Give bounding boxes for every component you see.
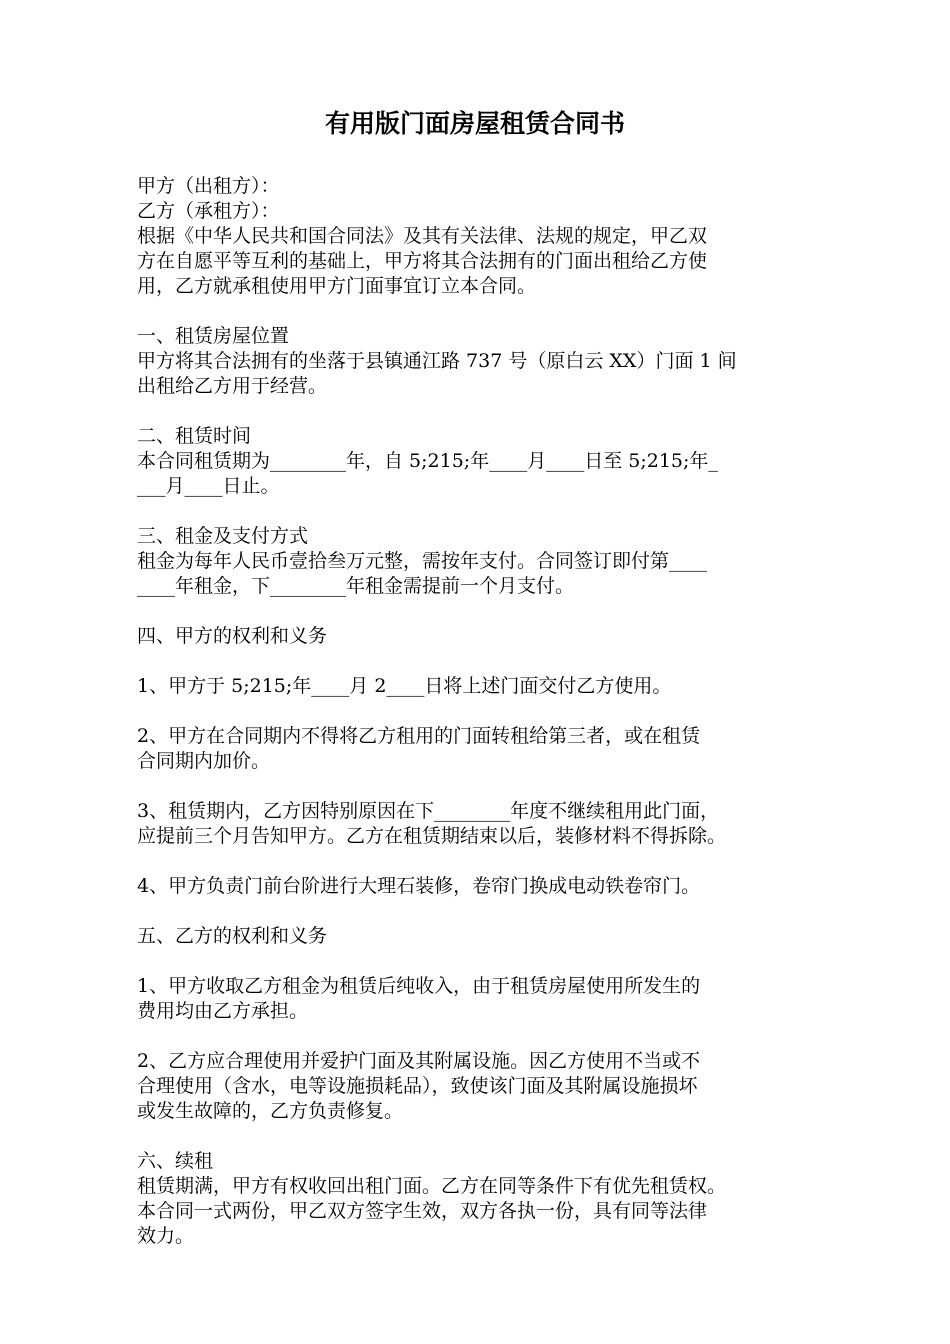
paragraph-line: 出租给乙方用于经营。 [137,375,328,397]
paragraph-line: ____年租金，下________年租金需提前一个月支付。 [137,575,575,597]
blank-line [137,699,817,724]
blank-line [137,774,817,799]
paragraph-line: 一、租赁房屋位置 [137,325,290,347]
paragraph-line: 效力。 [137,1225,195,1247]
blank-line [137,1024,817,1049]
paragraph-line: 3、租赁期内，乙方因特别原因在下________年度不继续租用此门面， [137,800,720,822]
paragraph-line: 2、乙方应合理使用并爱护门面及其附属设施。因乙方使用不当或不 [137,1050,701,1072]
paragraph-line: ___月____日止。 [137,475,280,497]
document-body [137,174,817,1249]
paragraph-line: 1、甲方于 5;215;年____月 2____日将上述门面交付乙方使用。 [137,675,672,697]
blank-line [137,849,817,874]
blank-line [137,649,817,674]
paragraph-line: 方在自愿平等互利的基础上，甲方将其合法拥有的门面出租给乙方使 [137,250,708,272]
paragraph-line: 甲方将其合法拥有的坐落于县镇通江路 737 号（原白云 XX）门面 1 间 [137,350,737,372]
paragraph-line: 六、续租 [137,1150,214,1172]
paragraph-line: 五、乙方的权利和义务 [137,925,328,947]
paragraph-line: 二、租赁时间 [137,425,252,447]
paragraph-line: 根据《中华人民共和国合同法》及其有关法律、法规的规定，甲乙双 [137,225,708,247]
paragraph-line: 4、甲方负责门前台阶进行大理石装修，卷帘门换成电动铁卷帘门。 [137,875,701,897]
blank-line [137,949,817,974]
blank-line [137,399,817,424]
paragraph-line: 本合同一式两份，甲乙双方签字生效，双方各执一份，具有同等法律 [137,1200,708,1222]
blank-line [137,499,817,524]
blank-line [137,899,817,924]
paragraph-line: 四、甲方的权利和义务 [137,625,328,647]
blank-line [137,599,817,624]
paragraph-line: 费用均由乙方承担。 [137,1000,309,1022]
paragraph-line: 三、租金及支付方式 [137,525,309,547]
paragraph-line: 应提前三个月告知甲方。乙方在租赁期结束以后，装修材料不得拆除。 [137,825,727,847]
document-title: 有用版门面房屋租赁合同书 [324,109,625,138]
paragraph-line: 合同期内加价。 [137,750,271,772]
paragraph-line: 租赁期满，甲方有权收回出租门面。乙方在同等条件下有优先租赁权。 [137,1175,727,1197]
paragraph-line: 用，乙方就承租使用甲方门面事宜订立本合同。 [137,275,537,297]
blank-line [137,299,817,324]
paragraph-line: 合理使用（含水，电等设施损耗品），致使该门面及其附属设施损坏 [137,1075,698,1097]
paragraph-line: 甲方（出租方）： [137,175,280,197]
paragraph-line: 本合同租赁期为________年，自 5;215;年____月____日至 5;215;年_ [137,450,718,472]
paragraph-line: 2、甲方在合同期内不得将乙方租用的门面转租给第三者，或在租赁 [137,725,701,747]
blank-line [137,1124,817,1149]
paragraph-line: 1、甲方收取乙方租金为租赁后纯收入，由于租赁房屋使用所发生的 [137,975,701,997]
paragraph-line: 或发生故障的，乙方负责修复。 [137,1100,404,1122]
paragraph-line: 乙方（承租方）： [137,200,280,222]
paragraph-line: 租金为每年人民币壹拾叁万元整，需按年支付。合同签订即付第____ [137,550,708,572]
